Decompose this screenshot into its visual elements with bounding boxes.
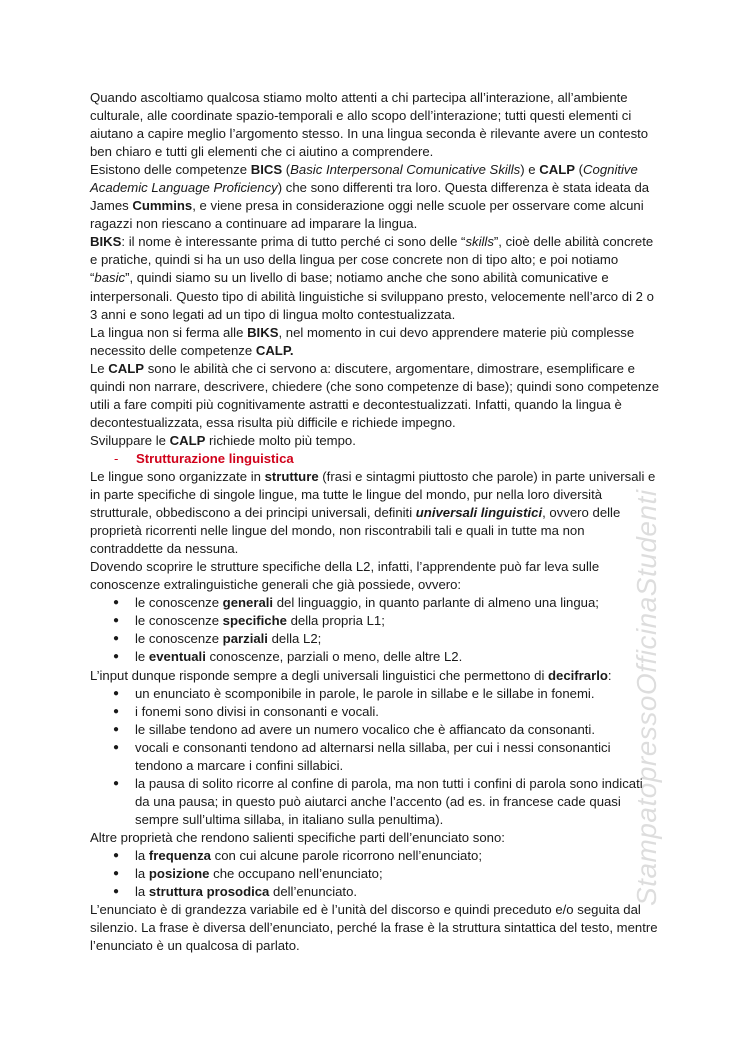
term-biks: BIKS <box>247 324 279 340</box>
text-span: la <box>135 866 149 882</box>
list-item <box>90 594 660 612</box>
list-item: ● la pausa di solito ricorre al confine di parola, ma non tutti i confini di parola sono indicati da una pausa; in questo può aiutarci anche l’accento (ad es. in francese cade quasi sempre sull’ultima sillaba, in italiano sulla penultima). <box>90 775 660 829</box>
paragraph-l2: Dovendo scoprire le strutture specifiche della L2, infatti, l’apprendente può far leva sulle conoscenze extralinguistiche generali che già possiede, ovvero: <box>90 559 600 593</box>
text-span: la <box>135 847 149 863</box>
text-span: la <box>135 884 149 900</box>
paragraph-enunciato: L’enunciato è di grandezza variabile ed è l’unità del discorso e quindi preceduto e/o seguita dal silenzio. La frase è diversa dell’enunciato, perché la frase è la struttura sintattica del testo, mentre l’enunciato è un qualcosa di parlato. <box>90 902 658 954</box>
text-span: , ovvero delle proprietà ricorrenti nelle lingue del mondo, non riscontrabili tali e quali in tutte ma non contraddette da nessuna. <box>90 505 621 557</box>
paragraph-input <box>90 667 660 685</box>
list-proprieta <box>90 847 660 901</box>
text-span: richiede molto più tempo. <box>205 432 356 448</box>
heading-dash: - <box>114 450 119 466</box>
term-calp-expansion: Cognitive Academic Language Proficiency <box>90 162 638 196</box>
term-bold: parziali <box>222 631 268 647</box>
paragraph-proprieta: Altre proprietà che rendono salienti specifiche parti dell’enunciato sono: <box>90 829 505 845</box>
term-strutture: strutture <box>264 468 319 484</box>
text-span: ”, cioè delle abilità concrete e pratiche, quindi si ha un uso della lingua per cose concrete non di tipo alto; e poi notiamo “ <box>90 234 654 286</box>
term-biks: BIKS <box>90 234 122 250</box>
term-bold: struttura prosodica <box>148 884 270 900</box>
text-span: Le <box>90 360 109 376</box>
term-calp: CALP <box>539 162 575 178</box>
term-decifrarlo: decifrarlo <box>548 667 608 683</box>
text-span: Esistono delle competenze <box>90 162 251 178</box>
text-span: ”, quindi siamo su un livello di base; notiamo anche che sono abilità comunicative e interpersonali. Questo tipo di abilità linguistiche si sviluppano presto, velocemente nell’arco di 2 o 3 anni e sono legati ad un tipo di lingua molto contestualizzata. <box>90 270 654 322</box>
list-item <box>90 612 660 630</box>
term-bold: posizione <box>148 866 210 882</box>
paragraph-bics-calp <box>90 161 660 233</box>
text-span: le conoscenze <box>135 631 223 647</box>
text-span: le <box>135 649 149 665</box>
list-item: ● i fonemi sono divisi in consonanti e vocali. <box>90 703 660 721</box>
watermark: StampatopressoOfficinaStudenti <box>631 489 662 906</box>
list-item <box>90 847 660 865</box>
term-skills: skills <box>465 234 494 250</box>
text-span: della L2; <box>267 631 322 647</box>
list-item: ● vocali e consonanti tendono ad alternarsi nella sillaba, per cui i nessi consonantici tendono a marcare i confini sillabici. <box>90 739 660 775</box>
text-span: le conoscenze <box>135 613 223 629</box>
term-bold: frequenza <box>148 847 211 863</box>
term-calp: CALP <box>108 360 145 376</box>
list-universali <box>90 685 660 829</box>
list-item <box>90 630 660 648</box>
document-body <box>90 89 660 955</box>
text-span: : il nome è interessante prima di tutto perché ci sono delle “ <box>121 234 466 250</box>
term-bold: generali <box>222 595 274 611</box>
list-item <box>90 883 660 901</box>
text-span: dell’enunciato. <box>269 884 358 900</box>
author-cummins: Cummins <box>132 198 193 214</box>
term-bics-expansion: Basic Interpersonal Comunicative Skills <box>290 162 521 178</box>
paragraph-context: Quando ascoltiamo qualcosa stiamo molto attenti a chi partecipa all’interazione, all’ambiente culturale, alle coordinate spazio-temporali e allo scopo dell’interazione; tutti questi elementi ci aiutano a capire meglio l’argomento stesso. In una lingua seconda è rilevante avere un contesto ben chiaro e tutti gli elementi che ci aiutino a comprendere. <box>90 90 649 160</box>
text-span: con cui alcune parole ricorrono nell’enunciato; <box>210 847 482 863</box>
list-item <box>90 648 660 666</box>
text-span: Le lingue sono organizzate in <box>90 468 265 484</box>
paragraph-calp <box>90 360 660 432</box>
heading-title: Strutturazione linguistica <box>136 450 294 466</box>
paragraph-strutture <box>90 468 660 558</box>
term-bold: specifiche <box>222 613 287 629</box>
paragraph-biks-limit <box>90 324 660 360</box>
text-span: La lingua non si ferma alle <box>90 324 248 340</box>
term-bics: BICS <box>250 162 283 178</box>
paragraph-calp-time <box>90 432 660 450</box>
text-span: che occupano nell’enunciato; <box>209 866 383 882</box>
text-span: ) che sono differenti tra loro. Questa differenza è stata ideata da James <box>90 180 650 214</box>
term-universali-linguistici: universali linguistici <box>415 505 543 521</box>
term-calp: CALP <box>169 432 206 448</box>
text-span: le conoscenze <box>135 595 223 611</box>
text-span: della propria L1; <box>286 613 385 629</box>
text-span: : <box>607 667 612 683</box>
term-calp: CALP. <box>255 342 294 358</box>
term-basic: basic <box>94 270 126 286</box>
text-span: , nel momento in cui devo apprendere materie più complesse necessito delle competenze <box>90 324 635 358</box>
text-span: (frasi e sintagmi piuttosto che parole) in parte universali e in parte specifiche di singole lingue, ma tutte le lingue del mondo, pur nella loro diversità strutturale, obbediscono a dei principi universali, definiti <box>90 468 656 521</box>
section-heading <box>114 450 660 468</box>
text-span: conoscenze, parziali o meno, delle altre L2. <box>205 649 463 665</box>
text-span: del linguaggio, in quanto parlante di almeno una lingua; <box>273 595 599 611</box>
text-span: Sviluppare le <box>90 432 170 448</box>
list-item: ● le sillabe tendono ad avere un numero vocalico che è affiancato da consonanti. <box>90 721 660 739</box>
text-span: sono le abilità che ci servono a: discutere, argomentare, dimostrare, esemplificare e quindi non narrare, descrivere, chiedere (che sono competenze di base); quindi sono competenze utili a fare compiti più cognitivamente astratti e decontestualizzati. Infatti, quando la lingua è decontestualizzata, essa risulta più difficile e richiede impegno. <box>90 360 660 430</box>
term-bold: eventuali <box>148 649 206 665</box>
text-span: , e viene presa in considerazione oggi nelle scuole per osservare come alcuni ragazzi non riescano a continuare ad imparare la lingua. <box>90 198 644 232</box>
list-conoscenze <box>90 594 660 666</box>
text-span: L’input dunque risponde sempre a degli universali linguistici che permettono di <box>90 667 549 683</box>
list-item <box>90 865 660 883</box>
text-span: ( <box>282 162 291 178</box>
paragraph-biks <box>90 233 660 323</box>
list-item: ● un enunciato è scomponibile in parole, le parole in sillabe e le sillabe in fonemi. <box>90 685 660 703</box>
text-span: ) e <box>520 162 540 178</box>
text-span: ( <box>575 162 584 178</box>
